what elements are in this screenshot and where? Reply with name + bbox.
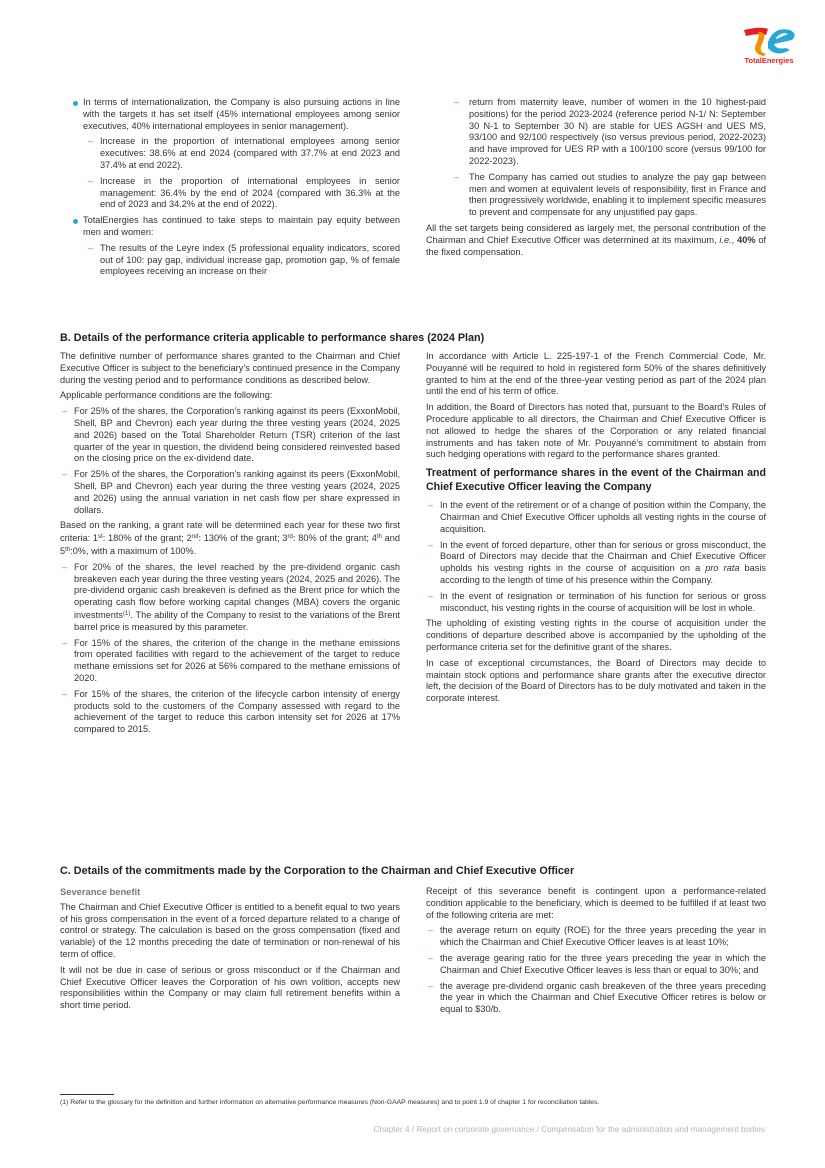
paragraph: Applicable performance conditions are the following: [60,390,273,401]
list-item: – the average pre-dividend organic cash breakeven of the three years preceding the year in which the Chairman and Chief Executive Officer retires is below or equal to $30/b. [426,981,766,1016]
paragraph: In case of exceptional circumstances, the Board of Directors may decide to maintain stock options and performance share grants after the executive director left, the decision of the Board of Directors has to be duly motivated and taken in the corporate interest. [426,657,766,704]
list-item: – For 15% of the shares, the criterion of the lifecycle carbon intensity of energy products sold to the customers of the Company assessed with regard to the achievement of the target to reduce this carbon intensity set for 2026 at 17% compared to 2015. [60,689,400,736]
section-b-right-column [426,351,766,709]
list-item: In terms of internationalization, the Company is also pursuing actions in line with the targets it has set itself (45% international employees among senior executives, 40% international employees in senior management). [60,97,400,132]
section-c-right-column [426,886,766,1020]
page-footer: Chapter 4 / Report on corporate governance / Compensation for the administration and management bodies [373,1125,765,1134]
list-item: – For 25% of the shares, the Corporation’s ranking against its peers (ExxonMobil, Shell, BP and Chevron) each year during the three vesting years (2024, 2025 and 2026) using the annual variation in net cash flow per share expressed in dollars. [60,469,400,516]
treatment-subtitle: Treatment of performance shares in the event of the Chairman and Chief Executive Officer leaving the Company [426,467,766,493]
list-item: – the average gearing ratio for the three years preceding the year in which the Chairman and Chief Executive Officer leaves is less than or equal to 30%; and [426,953,766,977]
list-item: – The Company has carried out studies to analyze the pay gap between men and women at equivalent levels of responsibility, first in France and then progressively worldwide, enabling it to implement specific measures to prevent and compensate for any unjustified pay gaps. [426,172,766,219]
brand-name: TotalEnergies [744,56,794,65]
list-item: – For 25% of the shares, the Corporation’s ranking against its peers (ExxonMobil, Shell, BP and Chevron) each year during the three vesting years (2024, 2025 and 2026) based on the Total Shareholder Return (TSR) criterion of the last quarter of the year in question, the dividend being considered reinvested based on the closing price on the ex-dividend date. [60,406,400,465]
footnote: (1) Refer to the glossary for the definition and further information on alternative performance measures (Non-GAAP measures) and to point 1.9 of chapter 1 for reconciliation tables. [60,1099,600,1106]
paragraph: The upholding of existing vesting rights in the course of acquisition under the conditions of departure described above is accompanied by the upholding of the performance criteria set for the definitive grant of the shares. [426,618,766,652]
list-item: – the average return on equity (ROE) for the three years preceding the year in which the Chairman and Chief Executive Officer leaves is at least 10%; [426,925,766,949]
section-c-left-column [60,886,400,1016]
list-item-continued: – return from maternity leave, number of women in the 10 highest-paid positions) for the period 2023-2024 (reference period N-1/ N: September 30 N-1 to September 30 N) are stable for UES AGSH and UES MS, 93/100 and 92/100 respectively (iso versus previous period, 2022-2023) and have improved for UES RP with a 100/100 score (versus 99/100 for 2022-2023). [426,97,766,168]
top-left-column [60,97,400,282]
list-item: – The results of the Leyre index (5 professional equality indicators, scored out of 100: pay gap, individual increase gap, promotion gap, % of female employees receiving an increase on their [60,243,400,278]
paragraph: It will not be due in case of serious or gross misconduct or if the Chairman and Chief Executive Officer leaves the Corporation of his own volition, accepts new responsibilities within the Company or may claim full retirement benefits within a short time period. [60,964,400,1011]
list-item: – Increase in the proportion of international employees among senior executives: 38.6% at end 2024 (compared with 37.7% at end 2023 and 37.4% at end 2022). [60,136,400,171]
list-item: TotalEnergies has continued to take steps to maintain pay equity between men and women: [60,215,400,239]
top-right-column [426,97,766,262]
section-b-left-column [60,351,400,740]
list-item: – In the event of the retirement or of a change of position within the Company, the Chairman and Chief Executive Officer upholds all vesting rights in the course of acquisition. [426,500,766,535]
list-item: – For 15% of the shares, the criterion of the change in the methane emissions from operated facilities with regard to the achievement of the target to reduce methane emissions set for 2026 at 56% compared to the methane emissions of 2020. [60,638,400,685]
paragraph: Receipt of this severance benefit is contingent upon a performance-related condition applicable to the beneficiary, which is deemed to be fulfilled if at least two of the following criteria are met: [426,886,766,920]
paragraph: In addition, the Board of Directors has noted that, pursuant to the Board’s Rules of Procedure applicable to all directors, the Chairman and Chief Executive Officer is not allowed to hedge the shares of the Corporation or any related financial instruments and has taken note of Mr. Pouyanné’s commitment to abstain from such hedging operations with regard to the performance shares granted. [426,402,766,460]
paragraph: In accordance with Article L. 225-197-1 of the French Commercial Code, Mr. Pouyanné will be required to hold in registered form 50% of the shares definitively granted to him at the end of the three-year vesting period as part of the 2024 plan until the end of his term of office. [426,351,766,397]
section-c-title: C. Details of the commitments made by the Corporation to the Chairman and Chief Executive Officer [60,865,575,877]
footnote-ref: (1) [123,610,131,617]
list-item: – In the event of resignation or termination of his function for serious or gross misconduct, his vesting rights in the course of acquisition will be lost in whole. [426,591,766,615]
paragraph: The Chairman and Chief Executive Officer is entitled to a benefit equal to two years of his gross compensation in the event of a forced departure related to a change of control or strategy. The calculation is based on the gross compensation (fixed and variable) of the 12 months preceding the date of termination or non-renewal of his term of office. [60,901,400,959]
paragraph: The definitive number of performance shares granted to the Chairman and Chief Executive Officer is subject to the beneficiary’s continued presence in the Company during the vesting period and to performance conditions as described below. [60,351,400,385]
footnote-divider [60,1094,114,1095]
list-item: – For 20% of the shares, the level reached by the pre-dividend organic cash breakeven each year during the three vesting years (2024, 2025 and 2026). The pre-dividend organic cash breakeven is defined as the Brent price for which the operating cash flow before working capital changes (MBA) covers the organic investments$^{(1)}$. The ability of the Company to resist to the variations of the Brent barrel price is measured by this parameter. [60,562,400,634]
conclusion-paragraph: All the set targets being considered as largely met, the personal contribution of the Chairman and Chief Executive Officer was determined at its maximum, i.e., 40% of the fixed compensation. [426,222,767,257]
list-item: – In the event of forced departure, other than for serious or gross misconduct, the Board of Directors may decide that the Chairman and Chief Executive Officer upholds his vesting rights in the course of acquisition on a pro rata basis according to the length of time of his presence within the Company. [426,540,766,587]
severance-subtitle: Severance benefit [60,886,141,897]
ranking-paragraph: Based on the ranking, a grant rate will be determined each year for these two first criteria: 1st: 180% of the grant; 2nd: 130% of the grant; 3rd: 80% of the grant; 4th and 5th:0%, with a maximum of 100%. [60,520,400,556]
list-item: – Increase in the proportion of international employees in senior management: 36.4% by the end of 2024 (compared with 36.3% at the end of 2023 and 34.2% at the end of 2022). [60,176,400,211]
section-b-title: B. Details of the performance criteria applicable to performance shares (2024 Plan) [60,332,485,344]
